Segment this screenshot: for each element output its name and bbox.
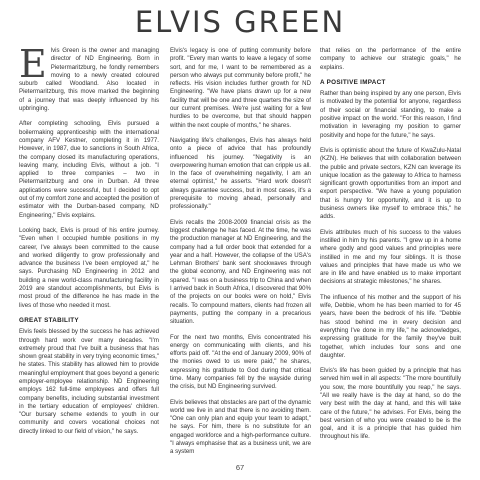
paragraph: Elvis believes that obstacles are part of the dynamic world we live in and that there is no avoiding them. "One can only plan and equip your team to adapt," he says. For him, there is no substitute for an engaged workforce and a high-performance culture. "I always emphasise that as a business unit, we are a system	[170, 398, 311, 456]
paragraph: For the next two months, Elvis concentrated his energy on communicating with clients, and his efforts paid off. "At the end of January 2009, 90% of the monies owed to us were paid," he shares, expressing his gratitude to God during that critical time. Many companies fell by the wayside during the crisis, but ND Engineering survived.	[170, 333, 311, 391]
paragraph: Elvis is optimistic about the future of KwaZulu-Natal (KZN). He believes that with collaboration between the public and private sectors, KZN can leverage its unique location as the gateway to Africa to harness significant growth opportunities from an import and export perspective. "We have a young population that is hungry for opportunity, and it is up to business owners like myself to embrace this," he adds.	[320, 146, 461, 221]
section-heading: GREAT STABILITY	[19, 316, 79, 324]
paragraph: Elvis attributes much of his success to the values instilled in him by his parents. "I grew up in a home where godly and good values and principles were instilled in me and my four siblings. It is those values and principles that have made us who we are in life and have enabled us to make important decisions at strategic milestones," he shares.	[320, 228, 461, 286]
paragraph: Elvis's life has been guided by a principle that has served him well in all aspects: "The more bountifully you sow, the more bountifully you reap," he says. "All we really have is the day at hand, so do the very best with the day at hand, and this will take care of the future," he advises. For Elvis, being the best version of who you were created to be is the goal, and it is a principle that has guided him throughout his life.	[320, 367, 461, 441]
paragraph: Rather than being inspired by any one person, Elvis is motivated by the potential for anyone, regardless of their social or financial standing, to make a positive impact on the world. "For this reason, I find motivation in leveraging my position to garner positivity and hope for the future," he says.	[320, 90, 461, 139]
column-3	[320, 47, 461, 449]
paragraph: Navigating life's challenges, Elvis has always held onto a piece of advice that has profoundly influenced his journey. "Negativity is an overpowering human emotion that can cripple us all. In the face of overwhelming negativity, I am an eternal optimist," he asserts. "Hard work doesn't always guarantee success, but in most cases, it's a prerequisite to moving ahead, personally and professionally."	[170, 136, 311, 211]
paragraph-text: lvis Green is the owner and managing director of ND Engineering. Born in Pietermaritzburg, he fondly remembers moving to a newly created coloured suburb called Woodland. Also located in Pietermaritzburg, this move marked the beginning of a journey that was deeply influenced by his upbringing.	[19, 47, 159, 113]
paragraph: Looking back, Elvis is proud of his entire journey. "Even when I occupied humble positions in my career, I've always been committed to the cause and worked diligently to grow professionally and advance the business I've been employed at," he says. Purchasing ND Engineering in 2012 and building a new world-class manufacturing facility in 2019 are standout accomplishments, but Elvis is most proud of the difference he has made in the lives of those who needed it most.	[19, 226, 159, 309]
paragraph: that relies on the performance of the entire company to achieve our strategic goals," he explains.	[320, 47, 461, 71]
page-number: 67	[235, 463, 245, 472]
paragraph: Elvis recalls the 2008-2009 financial crisis as the biggest challenge he has faced. At the time, he was the production manager at ND Engineering, and the company had a full order book that extended for a year and a half. However, the collapse of the USA's Lehman Brothers' bank sent shockwaves through the global economy, and ND Engineering was not spared. "I was on a business trip to China and when I arrived back in South Africa, I discovered that 90% of the projects on our books were on hold," Elvis recalls. To compound matters, clients had frozen all payments, putting the company in a precarious situation.	[170, 218, 311, 326]
paragraph: Elvis's legacy is one of putting community before profit. "Every man wants to leave a legacy of some sort, and for me, I want to be remembered as a person who always put community before profit," he reflects. His vision includes further growth for ND Engineering. "We have plans drawn up for a new facility that will be one and three quarters the size of our current premises. We're just waiting for a few hurdles to be overcome, but that should happen within the next couple of months," he shares.	[170, 47, 311, 129]
paragraph: Elvis feels blessed by the success he has achieved through hard work over many decades. "I'm extremely proud that I've built a business that has shown great stability in very trying economic times," he states. This stability has allowed him to provide meaningful employment that goes beyond a generic employer-employee relationship. ND Engineering employs 162 full-time employees and offers full company benefits, including substantial investment in the tertiary education of employees' children. "Our bursary scheme extends to youth in our community and covers vocational choices not directly linked to our field of vision," he says.	[19, 328, 159, 435]
paragraph: The influence of his mother and the support of his wife, Debbie, whom he has been married to for 45 years, have been the bedrock of his life. "Debbie has stood behind me in every decision and everything I've done in my life," he acknowledges, expressing gratitude for the family they've built together, which includes four sons and one daughter.	[320, 293, 461, 359]
column-1	[19, 42, 159, 443]
column-2	[170, 47, 311, 464]
section-heading: A POSITIVE IMPACT	[320, 78, 386, 86]
paragraph	[19, 42, 159, 113]
article-title: ELVIS GREEN	[134, 5, 346, 39]
paragraph: After completing schooling, Elvis pursued a boilermaking apprenticeship with the international company AFV Kestner, completing it in 1977. However, in 1987, due to sanctions in South Africa, the company closed its manufacturing operations, leaving many, including Elvis, without a job. "I applied to three companies – two in Pietermaritzburg and one in Durban. All three applications were successful, but I decided to opt out of my comfort zone and accepted the position of estimator with the Durban-based company, ND Engineering," Elvis explains.	[19, 120, 159, 219]
drop-cap: E	[19, 42, 47, 86]
